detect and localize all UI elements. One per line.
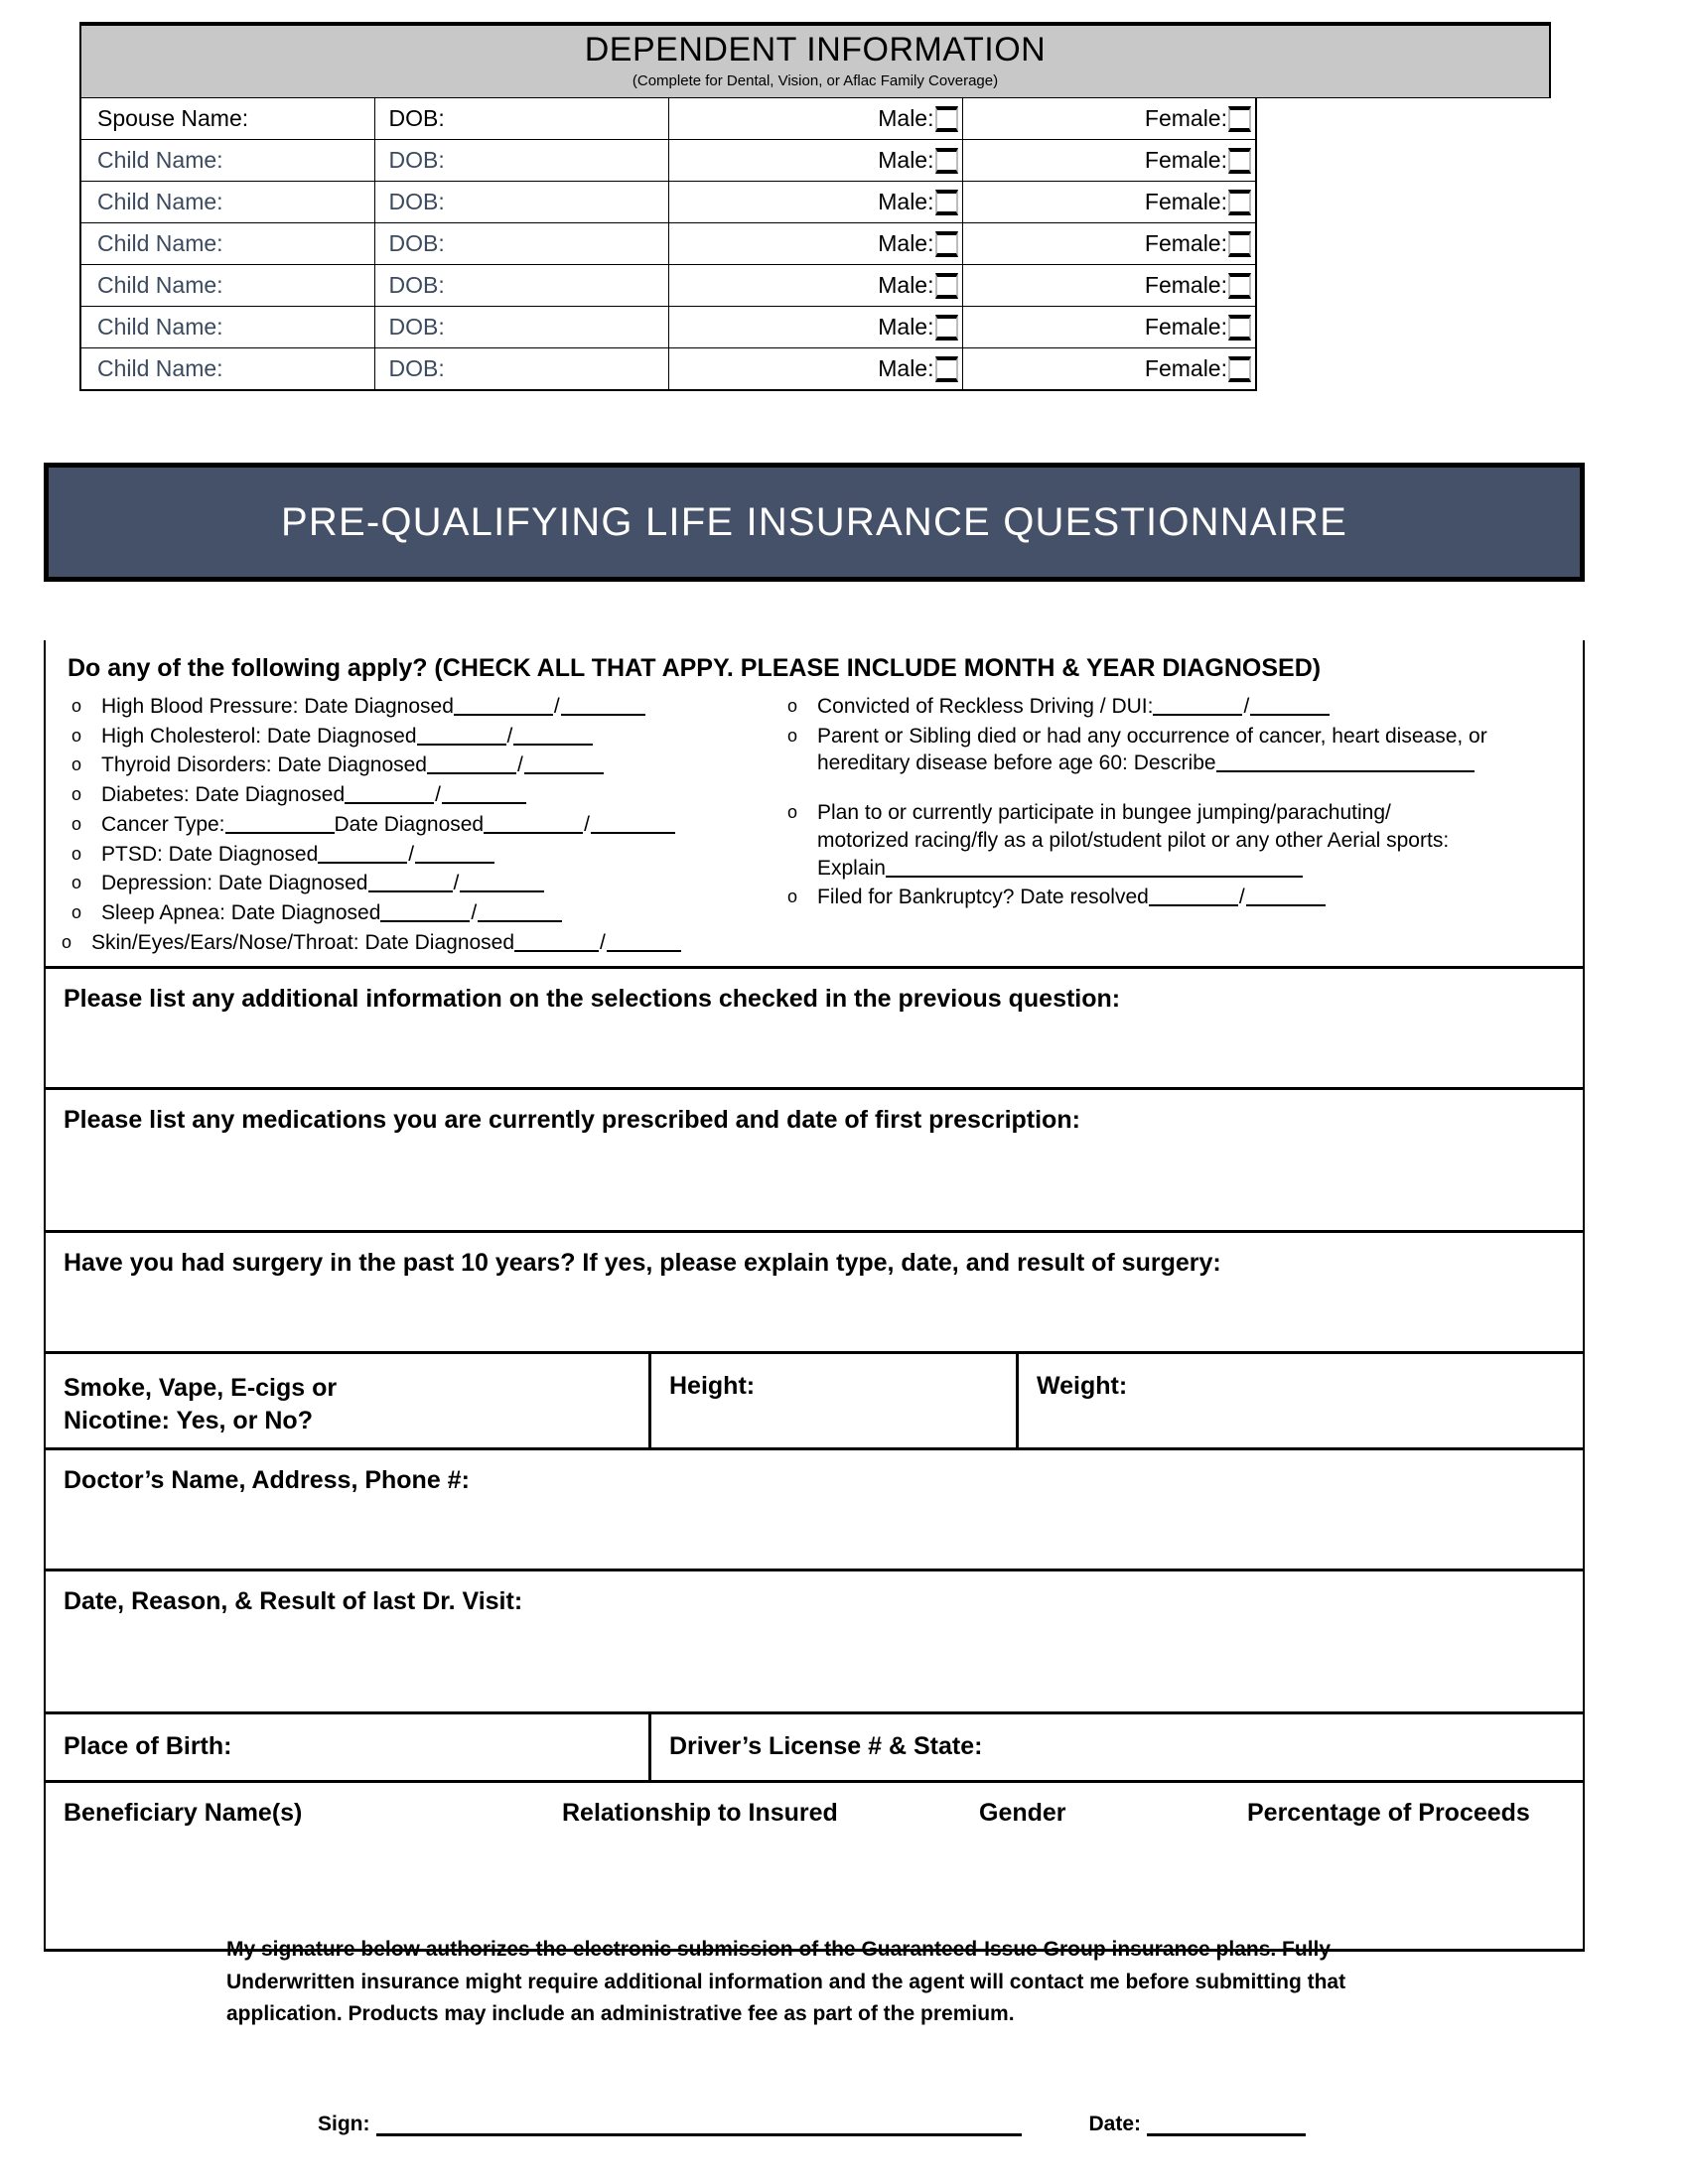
female-label: Female: <box>1144 105 1227 132</box>
item-label-line2: motorized racing/fly as a pilot/student pilot or any other Aerial sports: <box>817 828 1450 852</box>
blank-line[interactable] <box>514 950 599 952</box>
dependent-subtitle: (Complete for Dental, Vision, or Aflac Family Coverage) <box>632 72 999 90</box>
additional-info-input[interactable] <box>46 1014 1583 1087</box>
surgery-input[interactable] <box>46 1278 1583 1351</box>
list-item[interactable]: o Skin/Eyes/Ears/Nose/Throat: Date Diagnosed / <box>62 929 775 957</box>
smoke-label-line1: Smoke, Vape, E-cigs or <box>64 1374 338 1403</box>
questionnaire-section <box>44 640 1585 1952</box>
smoke-label-line2: Nicotine: Yes, or No? <box>64 1407 313 1435</box>
blank-line[interactable] <box>1153 714 1242 716</box>
table-row <box>80 140 1550 182</box>
child-dob-label: DOB: <box>374 182 668 223</box>
list-item[interactable]: o Filed for Bankruptcy? Date resolved / <box>787 884 1583 911</box>
child-name-label: Child Name: <box>80 140 374 182</box>
blank-line[interactable] <box>417 744 506 746</box>
blank-line[interactable] <box>345 802 434 804</box>
place-of-birth-label: Place of Birth: <box>64 1732 232 1761</box>
table-row <box>80 265 1550 307</box>
female-checkbox[interactable] <box>1228 106 1251 132</box>
list-item[interactable]: o Thyroid Disorders: Date Diagnosed / <box>71 751 775 779</box>
table-row <box>80 223 1550 265</box>
checkbox-circle-icon[interactable]: o <box>71 696 82 716</box>
checkbox-circle-icon[interactable]: o <box>787 887 798 907</box>
surgery-label: Have you had surgery in the past 10 years? If yes, please explain type, date, and result of surgery: <box>64 1249 1221 1278</box>
child-female-cell <box>962 223 1256 265</box>
beneficiary-relationship-header: Relationship to Insured <box>562 1799 838 1828</box>
female-checkbox[interactable] <box>1228 190 1251 215</box>
checkbox-circle-icon[interactable]: o <box>71 754 82 775</box>
table-row <box>80 98 1550 140</box>
smoke-cell[interactable] <box>46 1354 651 1447</box>
last-visit-input[interactable] <box>46 1616 1583 1711</box>
item-label: Convicted of Reckless Driving / DUI: <box>817 695 1154 718</box>
checklist-left-column <box>46 693 775 958</box>
surgery-block <box>46 1233 1583 1354</box>
list-item[interactable]: o Depression: Date Diagnosed / <box>71 870 775 897</box>
male-checkbox[interactable] <box>935 106 958 132</box>
male-label: Male: <box>878 355 934 382</box>
blank-line[interactable] <box>886 876 1303 878</box>
child-male-cell <box>668 182 962 223</box>
additional-info-block <box>46 969 1583 1090</box>
list-item[interactable]: o Diabetes: Date Diagnosed / <box>71 781 775 809</box>
item-label: Sleep Apnea: Date Diagnosed <box>101 901 381 925</box>
drivers-license-label: Driver’s License # & State: <box>669 1732 983 1761</box>
signature-date-input[interactable] <box>1147 2133 1306 2136</box>
child-dob-label: DOB: <box>374 307 668 348</box>
checkbox-circle-icon[interactable]: o <box>787 696 798 716</box>
checkbox-circle-icon[interactable]: o <box>787 802 798 823</box>
item-label-cancer-type: Cancer Type: <box>101 812 225 836</box>
child-name-label: Child Name: <box>80 182 374 223</box>
blank-line[interactable] <box>1250 714 1330 716</box>
list-item[interactable]: o PTSD: Date Diagnosed / <box>71 841 775 869</box>
weight-cell[interactable] <box>1019 1354 1583 1447</box>
birth-license-row <box>46 1714 1583 1783</box>
list-item[interactable] <box>787 799 1583 882</box>
medications-block <box>46 1090 1583 1233</box>
dependent-header-row <box>80 24 1550 98</box>
row-spacer <box>1256 223 1550 265</box>
blank-line[interactable] <box>380 920 470 922</box>
questionnaire-banner <box>44 463 1585 582</box>
checkbox-circle-icon[interactable]: o <box>71 902 82 923</box>
male-checkbox[interactable] <box>935 273 958 299</box>
disclaimer-line-3: application. Products may include an administrative fee as part of the premium. <box>226 2002 1015 2026</box>
child-name-label: Child Name: <box>80 307 374 348</box>
blank-line[interactable] <box>225 832 335 834</box>
child-dob-label: DOB: <box>374 348 668 391</box>
blank-line[interactable] <box>484 832 583 834</box>
signature-row <box>318 2113 1509 2136</box>
blank-line[interactable] <box>427 772 516 774</box>
child-female-cell <box>962 140 1256 182</box>
item-label-date-diagnosed: Date Diagnosed <box>334 812 485 836</box>
male-label: Male: <box>878 314 934 341</box>
list-item[interactable]: o High Cholesterol: Date Diagnosed / <box>71 723 775 751</box>
spouse-dob-label: DOB: <box>374 98 668 140</box>
male-checkbox[interactable] <box>935 190 958 215</box>
dependent-table <box>79 22 1551 391</box>
male-label: Male: <box>878 147 934 174</box>
blank-line[interactable] <box>607 950 681 952</box>
smoke-height-weight-row <box>46 1354 1583 1450</box>
child-dob-label: DOB: <box>374 140 668 182</box>
spouse-female-cell <box>962 98 1256 140</box>
male-checkbox[interactable] <box>935 231 958 257</box>
male-label: Male: <box>878 189 934 215</box>
disclaimer-line-2: Underwritten insurance might require additional information and the agent will contact me before submitting that <box>226 1970 1346 1993</box>
blank-line[interactable] <box>561 714 645 716</box>
row-spacer <box>1256 348 1550 391</box>
child-dob-label: DOB: <box>374 223 668 265</box>
drivers-license-cell[interactable] <box>651 1714 1583 1780</box>
doctor-label: Doctor’s Name, Address, Phone #: <box>64 1466 470 1495</box>
item-label: Depression: Date Diagnosed <box>101 872 368 895</box>
child-female-cell <box>962 307 1256 348</box>
table-row <box>80 307 1550 348</box>
checkbox-circle-icon[interactable]: o <box>787 725 798 746</box>
checklist-block <box>46 640 1583 969</box>
item-label: Diabetes: Date Diagnosed <box>101 783 346 807</box>
child-male-cell <box>668 307 962 348</box>
last-visit-label: Date, Reason, & Result of last Dr. Visit: <box>64 1587 523 1616</box>
blank-line[interactable] <box>415 862 494 864</box>
row-spacer <box>1256 265 1550 307</box>
disclaimer-text <box>226 1934 1418 2031</box>
place-of-birth-cell[interactable] <box>46 1714 651 1780</box>
height-label: Height: <box>669 1372 756 1401</box>
table-row <box>80 182 1550 223</box>
medications-input[interactable] <box>46 1135 1583 1230</box>
child-male-cell <box>668 265 962 307</box>
row-spacer <box>1256 140 1550 182</box>
checkbox-circle-icon[interactable]: o <box>71 784 82 805</box>
spouse-name-label: Spouse Name: <box>80 98 374 140</box>
female-checkbox[interactable] <box>1228 315 1251 341</box>
child-male-cell <box>668 223 962 265</box>
female-label: Female: <box>1144 272 1227 299</box>
female-checkbox[interactable] <box>1228 356 1251 382</box>
blank-line[interactable] <box>1216 770 1475 772</box>
beneficiary-percentage-header: Percentage of Proceeds <box>1247 1799 1530 1828</box>
dependent-title: DEPENDENT INFORMATION <box>584 31 1047 68</box>
checkbox-circle-icon[interactable]: o <box>71 813 82 834</box>
blank-line[interactable] <box>1149 904 1238 906</box>
male-checkbox[interactable] <box>935 356 958 382</box>
blank-line[interactable] <box>318 862 407 864</box>
female-checkbox[interactable] <box>1228 273 1251 299</box>
row-spacer <box>1256 307 1550 348</box>
dependent-header-cell <box>80 24 1550 98</box>
child-dob-label: DOB: <box>374 265 668 307</box>
checkbox-circle-icon[interactable]: o <box>62 931 72 952</box>
doctor-input[interactable] <box>46 1495 1583 1569</box>
child-name-label: Child Name: <box>80 265 374 307</box>
male-checkbox[interactable] <box>935 315 958 341</box>
item-label-line2: hereditary disease before age 60: Describe <box>817 751 1216 775</box>
beneficiary-block <box>46 1783 1583 1952</box>
child-name-label: Child Name: <box>80 348 374 391</box>
last-visit-block <box>46 1571 1583 1714</box>
blank-line[interactable] <box>591 832 675 834</box>
blank-line[interactable] <box>478 920 562 922</box>
child-male-cell <box>668 140 962 182</box>
blank-line[interactable] <box>513 744 593 746</box>
blank-line[interactable] <box>524 772 604 774</box>
male-label: Male: <box>878 230 934 257</box>
female-label: Female: <box>1144 355 1227 382</box>
blank-line[interactable] <box>442 802 526 804</box>
item-label: High Blood Pressure: Date Diagnosed <box>101 695 454 718</box>
child-male-cell <box>668 348 962 391</box>
blank-line[interactable] <box>454 714 553 716</box>
medications-label: Please list any medications you are currently prescribed and date of first prescription: <box>64 1106 1080 1135</box>
height-cell[interactable] <box>651 1354 1019 1447</box>
beneficiary-gender-header: Gender <box>979 1799 1066 1828</box>
row-spacer <box>1256 98 1550 140</box>
list-item[interactable]: o High Blood Pressure: Date Diagnosed / <box>71 693 775 721</box>
beneficiary-input-area[interactable] <box>46 1828 1583 1949</box>
female-label: Female: <box>1144 147 1227 174</box>
checklist-right-column <box>775 693 1583 958</box>
item-label: High Cholesterol: Date Diagnosed <box>101 724 417 748</box>
item-label: Skin/Eyes/Ears/Nose/Throat: Date Diagnosed <box>91 930 515 954</box>
female-checkbox[interactable] <box>1228 231 1251 257</box>
table-row <box>80 348 1550 391</box>
beneficiary-name-header: Beneficiary Name(s) <box>64 1799 303 1828</box>
female-checkbox[interactable] <box>1228 148 1251 174</box>
female-label: Female: <box>1144 230 1227 257</box>
checkbox-circle-icon[interactable]: o <box>71 873 82 893</box>
checklist-heading: Do any of the following apply? (CHECK ALL THAT APPY. PLEASE INCLUDE MONTH & YEAR DIAGNOSED) <box>68 654 1322 682</box>
list-item[interactable]: o Sleep Apnea: Date Diagnosed / <box>71 899 775 927</box>
checkbox-circle-icon[interactable]: o <box>71 725 82 746</box>
list-item[interactable] <box>787 723 1583 777</box>
disclaimer-line-1: My signature below authorizes the electronic submission of the Guaranteed-Issue Group insurance plans. Fully <box>226 1938 1332 1961</box>
child-female-cell <box>962 348 1256 391</box>
list-item[interactable]: o Cancer Type: Date Diagnosed / <box>71 811 775 839</box>
male-label: Male: <box>878 272 934 299</box>
female-label: Female: <box>1144 189 1227 215</box>
child-female-cell <box>962 182 1256 223</box>
item-label: Thyroid Disorders: Date Diagnosed <box>101 753 427 777</box>
child-female-cell <box>962 265 1256 307</box>
checklist-columns <box>46 693 1583 966</box>
item-label-line1: Parent or Sibling died or had any occurrence of cancer, heart disease, or <box>817 724 1487 748</box>
dependent-information-section <box>79 22 1551 391</box>
blank-line[interactable] <box>460 890 544 892</box>
checkbox-circle-icon[interactable]: o <box>71 843 82 864</box>
item-label: PTSD: Date Diagnosed <box>101 842 319 866</box>
female-label: Female: <box>1144 314 1227 341</box>
item-label-line3: Explain <box>817 856 886 880</box>
weight-label: Weight: <box>1037 1372 1128 1401</box>
item-label-line1: Plan to or currently participate in bungee jumping/parachuting/ <box>817 801 1391 825</box>
banner-title: PRE-QUALIFYING LIFE INSURANCE QUESTIONNAIRE <box>281 499 1347 544</box>
signature-input[interactable] <box>376 2133 1022 2136</box>
item-label: Filed for Bankruptcy? Date resolved <box>817 886 1149 909</box>
male-label: Male: <box>878 105 934 132</box>
row-spacer <box>1256 182 1550 223</box>
male-checkbox[interactable] <box>935 148 958 174</box>
spouse-male-cell <box>668 98 962 140</box>
beneficiary-header-row <box>46 1783 1583 1828</box>
list-item[interactable]: o Convicted of Reckless Driving / DUI: / <box>787 693 1583 721</box>
doctor-block <box>46 1450 1583 1571</box>
blank-line[interactable] <box>368 890 453 892</box>
additional-info-label: Please list any additional information on the selections checked in the previous question: <box>64 985 1121 1014</box>
date-label: Date: <box>1088 2113 1142 2135</box>
child-name-label: Child Name: <box>80 223 374 265</box>
sign-label: Sign: <box>318 2113 370 2135</box>
blank-line[interactable] <box>1246 904 1326 906</box>
